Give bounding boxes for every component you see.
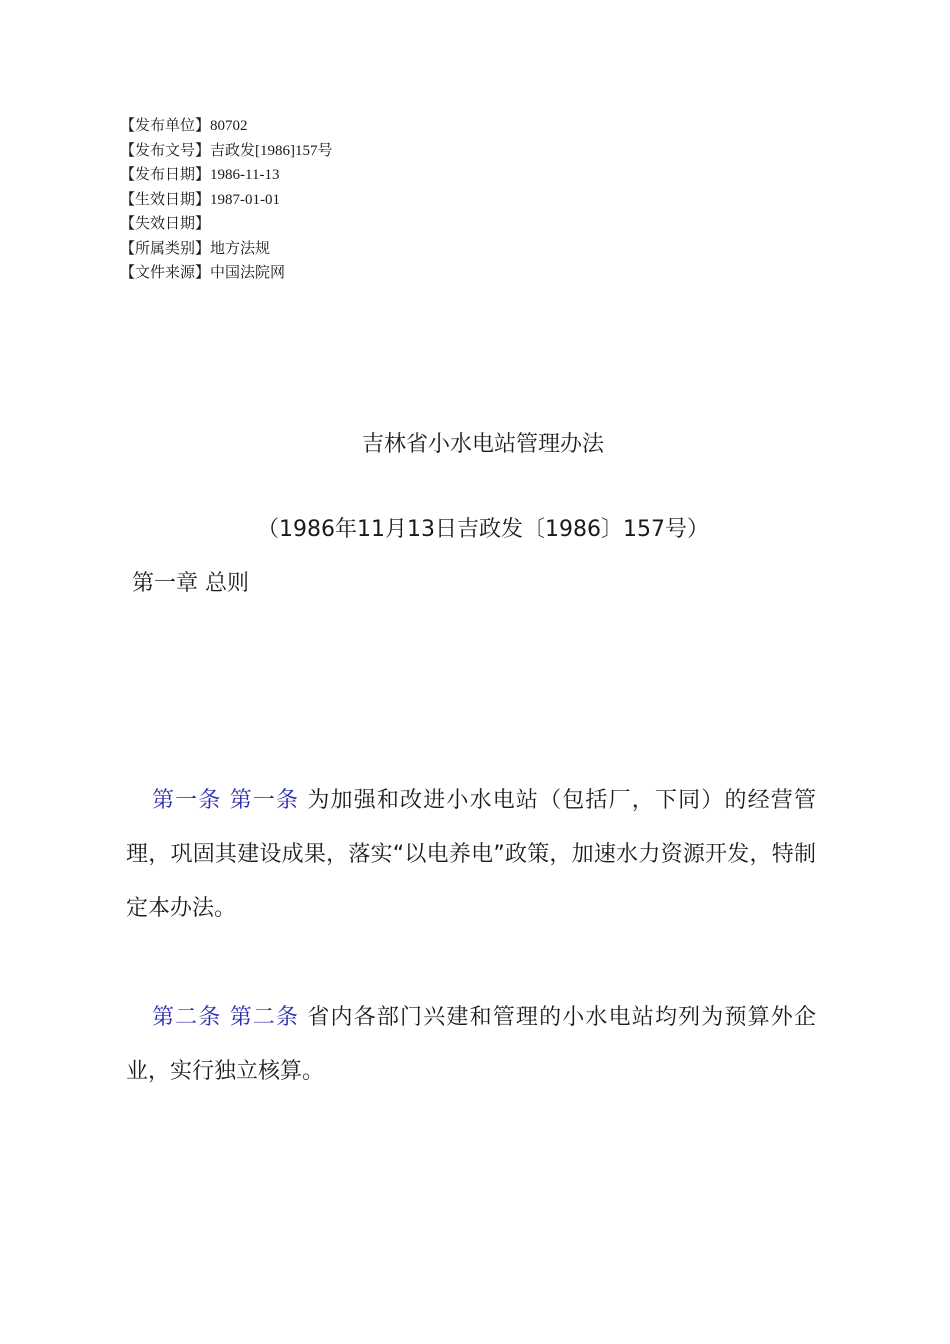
article-2 bbox=[126, 991, 816, 1099]
meta-label: 【失效日期】 bbox=[120, 216, 211, 232]
meta-effective-date bbox=[120, 188, 333, 213]
article-number: 第二条 bbox=[152, 1005, 222, 1030]
meta-value: 1987-01-01 bbox=[210, 191, 281, 208]
meta-value: 地方法规 bbox=[210, 240, 271, 257]
meta-doc-number bbox=[120, 139, 333, 164]
meta-value: 80702 bbox=[210, 118, 248, 134]
article-number: 第一条 bbox=[152, 788, 222, 813]
article-text: 省内各部门兴建和管理的小水电站均列为预算外企业，实行独立核算。 bbox=[126, 1005, 816, 1084]
meta-label: 【所属类别】 bbox=[120, 240, 211, 257]
meta-issue-date bbox=[120, 163, 333, 188]
meta-label: 【发布文号】 bbox=[120, 142, 211, 159]
article-text: 为加强和改进小水电站（包括厂，下同）的经营管理，巩固其建设成果，落实“以电养电”政策，加速水力资源开发，特制定本办法。 bbox=[126, 788, 816, 921]
meta-category bbox=[120, 237, 333, 262]
meta-label: 【发布单位】 bbox=[120, 118, 211, 134]
meta-label: 【生效日期】 bbox=[120, 191, 211, 208]
meta-label: 【发布日期】 bbox=[120, 167, 211, 183]
document-subtitle: （1986年11月13日吉政发〔1986〕157号） bbox=[257, 517, 709, 542]
meta-expiry-date bbox=[120, 212, 333, 237]
article-number: 第二条 bbox=[229, 1005, 300, 1030]
article-number: 第一条 bbox=[229, 788, 300, 813]
article-1 bbox=[126, 774, 816, 936]
document-title: 吉林省小水电站管理办法 bbox=[361, 432, 604, 457]
meta-issuer bbox=[120, 114, 333, 139]
meta-source bbox=[120, 261, 333, 286]
meta-label: 【文件来源】 bbox=[120, 265, 211, 281]
meta-value: 1986-11-13 bbox=[210, 167, 280, 183]
meta-value: 吉政发[1986]157号 bbox=[210, 142, 333, 159]
meta-value: 中国法院网 bbox=[210, 265, 286, 281]
document-metadata bbox=[120, 114, 333, 286]
chapter-heading: 第一章 总则 bbox=[132, 571, 249, 596]
